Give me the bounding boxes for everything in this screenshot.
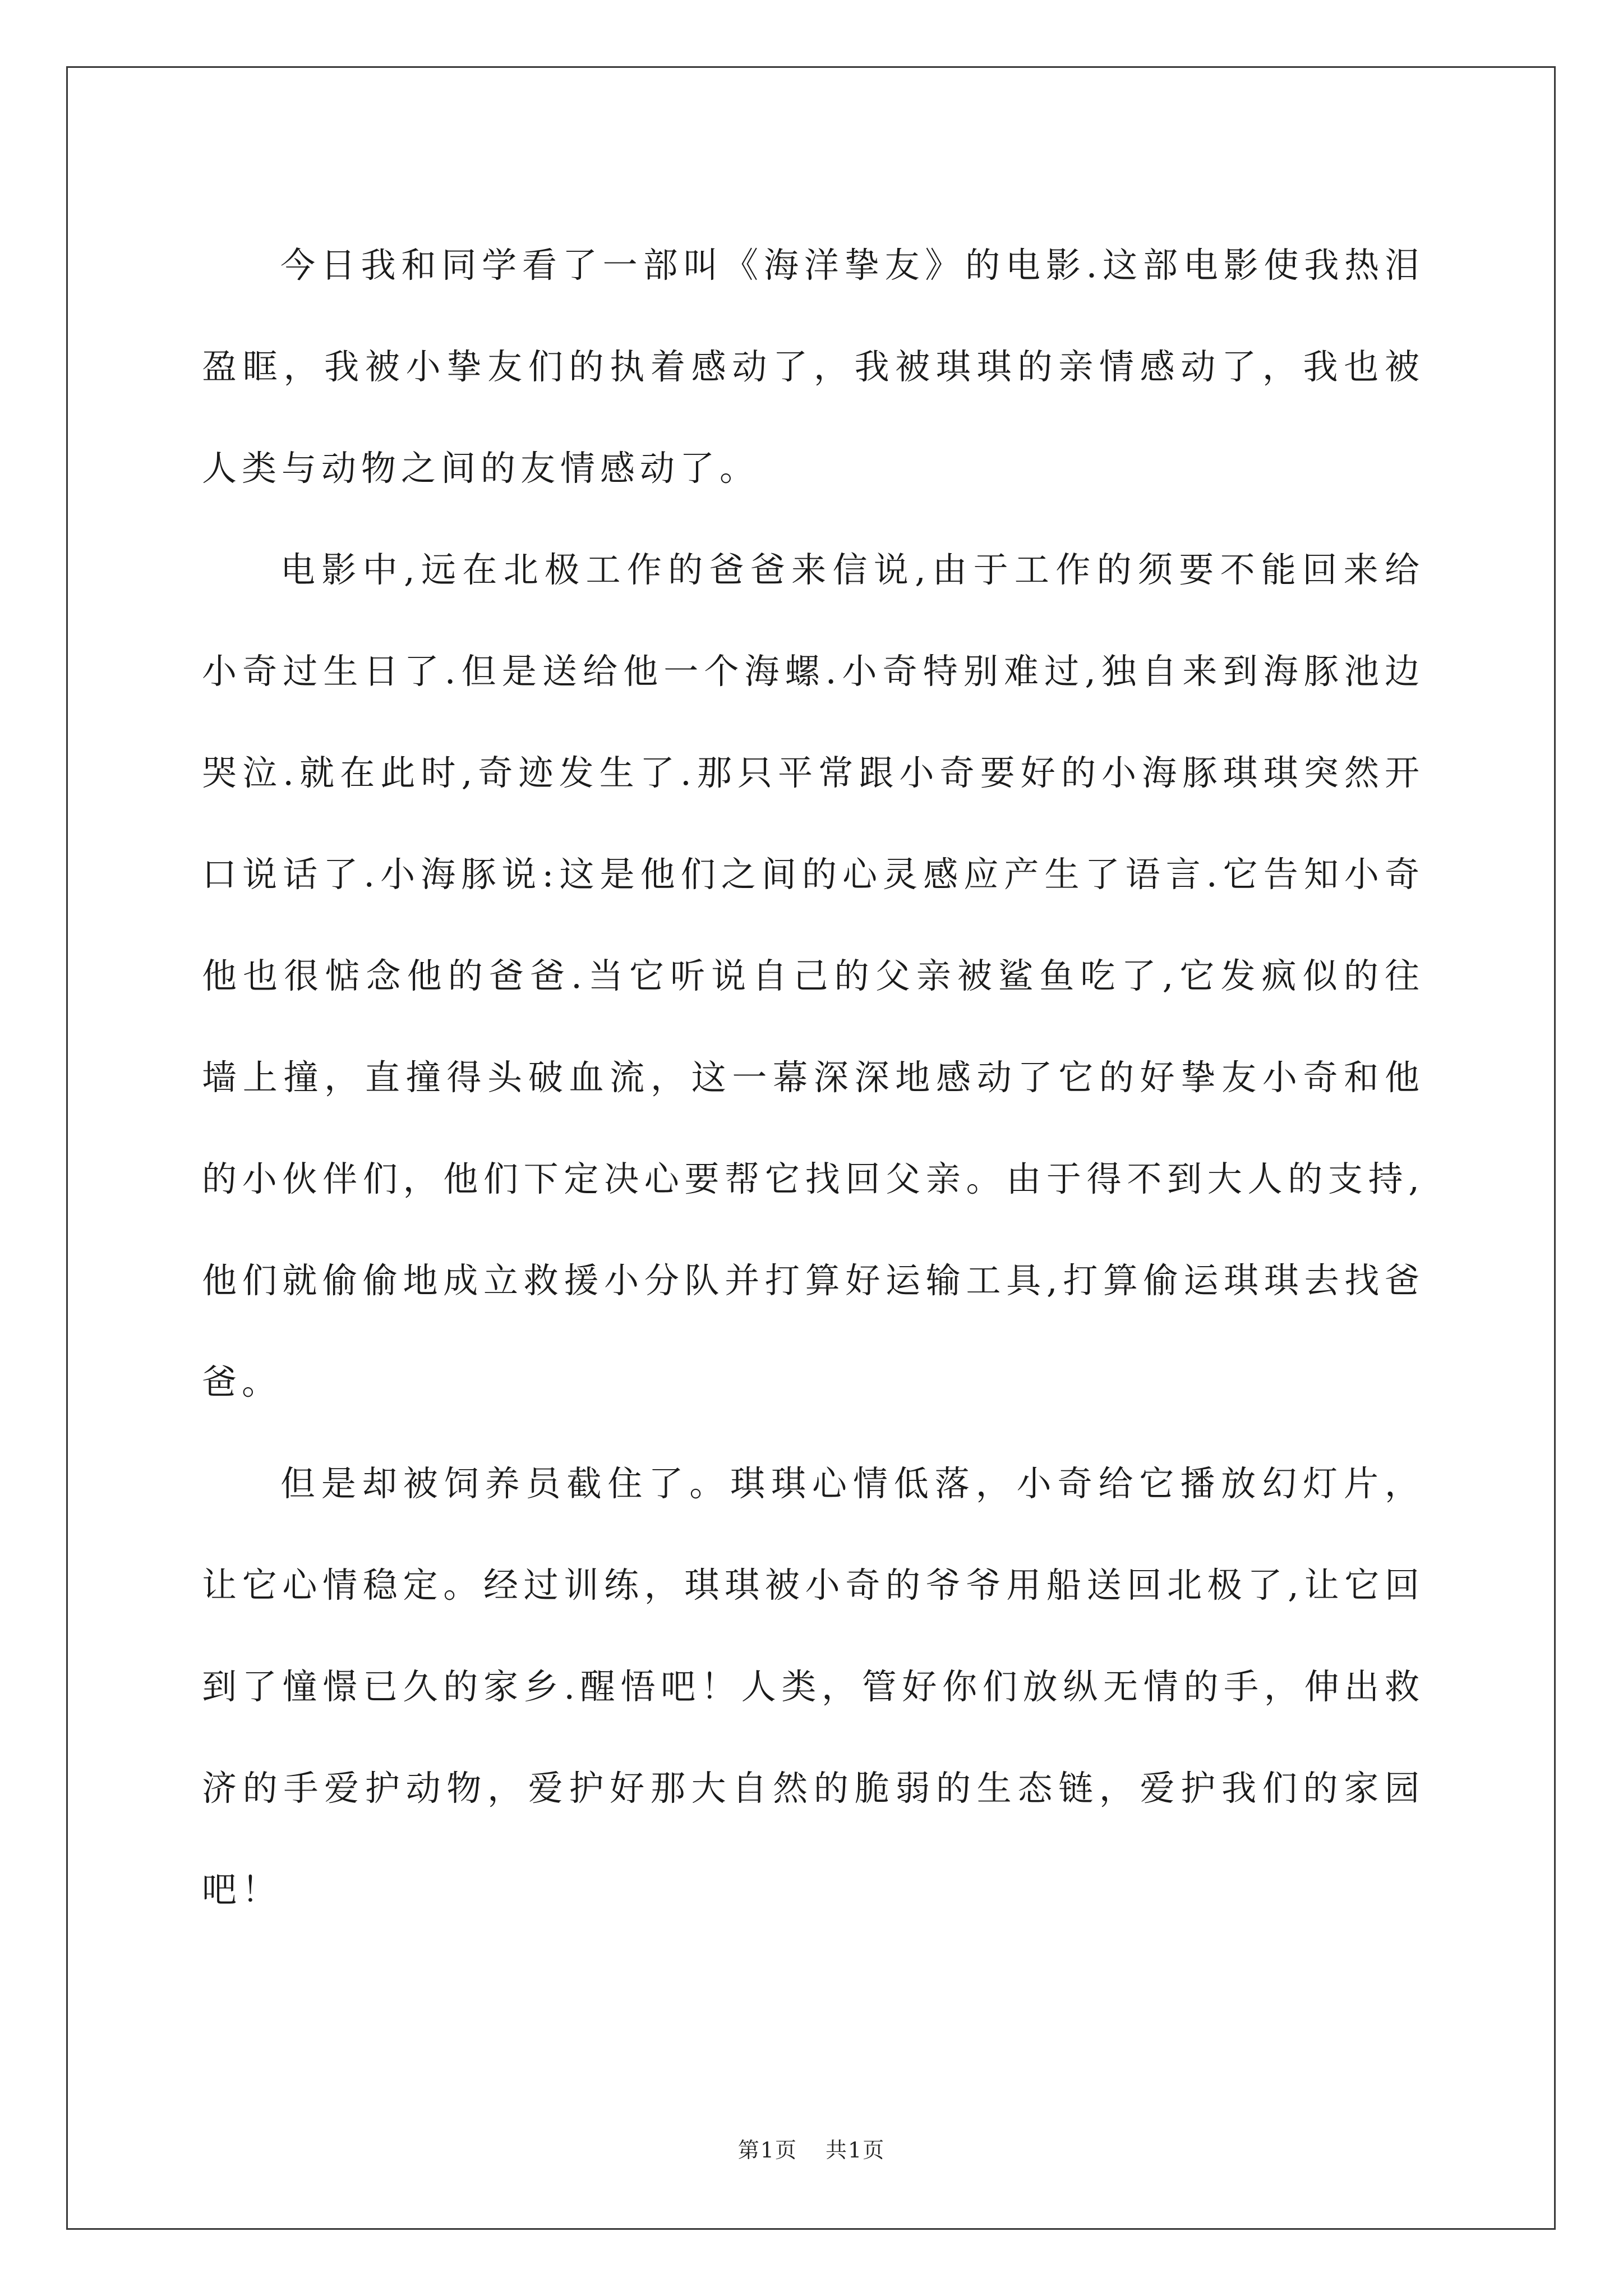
- page-number-total: 共1页: [826, 2138, 886, 2162]
- page-footer: [0, 2133, 1623, 2164]
- document-body: [202, 214, 1424, 1940]
- paragraph-1: 今日我和同学看了一部叫《海洋挚友》的电影.这部电影使我热泪盈眶，我被小挚友们的执着感动了，我被琪琪的亲情感动了，我也被人类与动物之间的友情感动了。: [202, 245, 1424, 489]
- paragraph-3: 但是却被饲养员截住了。琪琪心情低落，小奇给它播放幻灯片，让它心情稳定。经过训练，琪琪被小奇的爷爷用船送回北极了,让它回到了憧憬已久的家乡.醒悟吧！人类，管好你们放纵无情的手，伸出救济的手爱护动物，爱护好那大自然的脆弱的生态链，爱护我们的家园吧！: [202, 1463, 1424, 1910]
- page-number-current: 第1页: [737, 2138, 797, 2162]
- paragraph-2: 电影中,远在北极工作的爸爸来信说,由于工作的须要不能回来给小奇过生日了.但是送给他一个海螺.小奇特别难过,独自来到海豚池边哭泣.就在此时,奇迹发生了.那只平常跟小奇要好的小海豚琪琪突然开口说话了.小海豚说:这是他们之间的心灵感应产生了语言.它告知小奇他也很惦念他的爸爸.当它听说自己的父亲被鲨鱼吃了,它发疯似的往墙上撞，直撞得头破血流，这一幕深深地感动了它的好挚友小奇和他的小伙伴们，他们下定决心要帮它找回父亲。由于得不到大人的支持,他们就偷偷地成立救援小分队并打算好运输工具,打算偷运琪琪去找爸爸。: [202, 549, 1424, 1402]
